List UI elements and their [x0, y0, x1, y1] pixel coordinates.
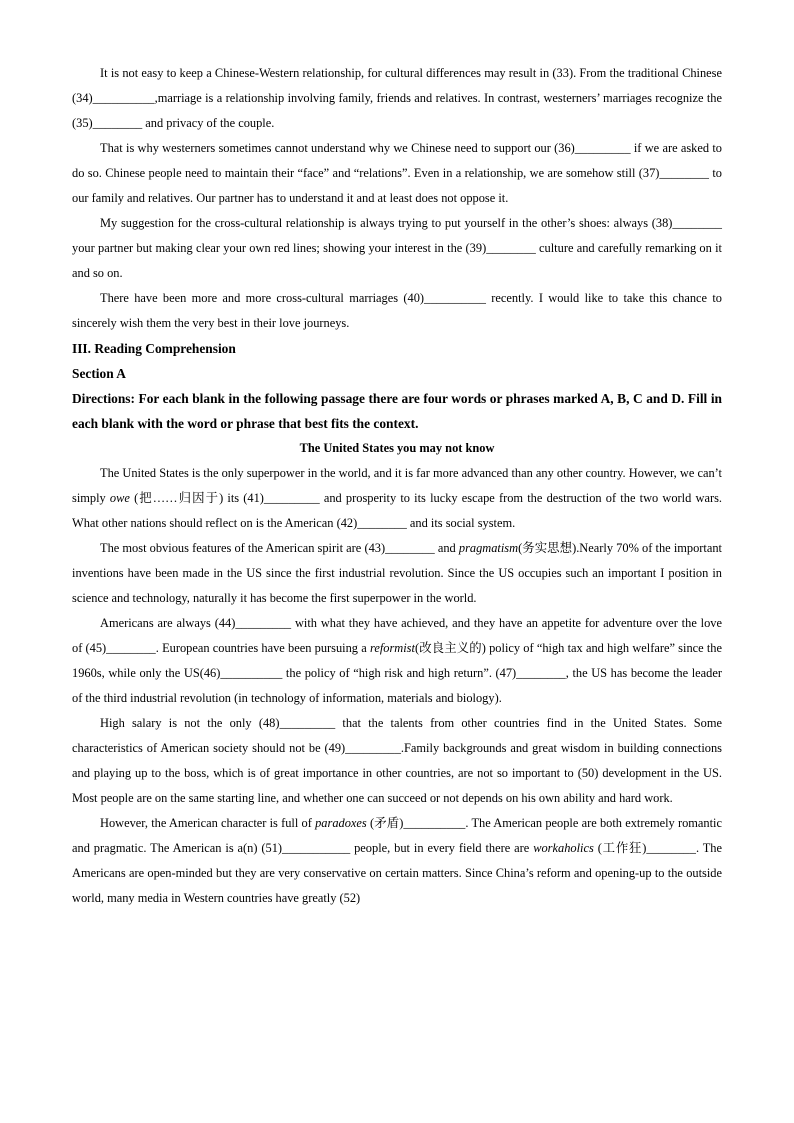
- section-a-heading: Section A: [72, 366, 126, 381]
- paragraph-38-39: My suggestion for the cross-cultural relationship is always trying to put yourself in the other’s shoes: always (38)________ your partner but making clear your own red lines; showing your interest in the (39)________ culture and carefully remarking on it and so on.: [72, 216, 722, 280]
- section-heading: III. Reading Comprehension: [72, 341, 236, 356]
- directions: Directions: For each blank in the following passage there are four words or phrases marked A, B, C and D. Fill in each blank with the word or phrase that best fits the context.: [72, 391, 722, 431]
- document-page: [72, 61, 722, 911]
- paragraph-36-37: That is why westerners sometimes cannot understand why we Chinese need to support our (36)_________ if we are asked to do so. Chinese people need to maintain their “face” and “relations”. Even in a relationship, we are somehow still (37)________ to our family and relatives. Our partner has to understand it and at least does not oppose it.: [72, 141, 722, 205]
- paragraph-44-47: Americans are always (44)_________ with what they have achieved, and they have an appetite for adventure over the love of (45)________. European countries have been pursuing a reformist(改良主义的) policy of “high tax and high welfare” since the 1960s, while only the US(46)__________ the policy of “high risk and high return”. (47)________, the US has become the leader of the third industrial revolution (in technology of information, materials and biology).: [72, 616, 723, 705]
- paragraph-33-35: It is not easy to keep a Chinese-Western relationship, for cultural differences may result in (33). From the traditional Chinese (34)__________,marriage is a relationship involving family, friends and relatives. In contrast, westerners’ marriages recognize the (35)________ and privacy of the couple.: [72, 66, 722, 130]
- paragraph-43: The most obvious features of the American spirit are (43)________ and pragmatism(务实思想).Nearly 70% of the important inventions have been made in the US since the first industrial revolution. Since the US occupies such an important I position in science and technology, naturally it has become the first superpower in the world.: [72, 541, 722, 605]
- passage-title: The United States you may not know: [299, 441, 495, 455]
- paragraph-48-50: High salary is not the only (48)_________ that the talents from other countries find in the United States. Some characteristics of American society should not be (49)_________.Family backgrounds and great wisdom in building connections and playing up to the boss, which is of great importance in other countries, are not so important to (50) development in the US. Most people are on the same starting line, and whether one can succeed or not depends on his own ability and hard work.: [72, 716, 722, 805]
- paragraph-41-42: The United States is the only superpower in the world, and it is far more advanced than any other country. However, we can’t simply owe (把……归因于) its (41)_________ and prosperity to its lucky escape from the destruction of the two world wars. What other nations should reflect on is the American (42)________ and its social system.: [72, 466, 722, 530]
- paragraph-51-52: However, the American character is full of paradoxes (矛盾)__________. The American people are both extremely romantic and pragmatic. The American is a(n) (51)___________ people, but in every field there are workaholics (工作狂)________. The Americans are open-minded but they are very conservative on certain matters. Since China’s reform and opening-up to the outside world, many media in Western countries have greatly (52): [72, 816, 723, 905]
- paragraph-40: There have been more and more cross-cultural marriages (40)__________ recently. I would like to take this chance to sincerely wish them the very best in their love journeys.: [72, 291, 722, 330]
